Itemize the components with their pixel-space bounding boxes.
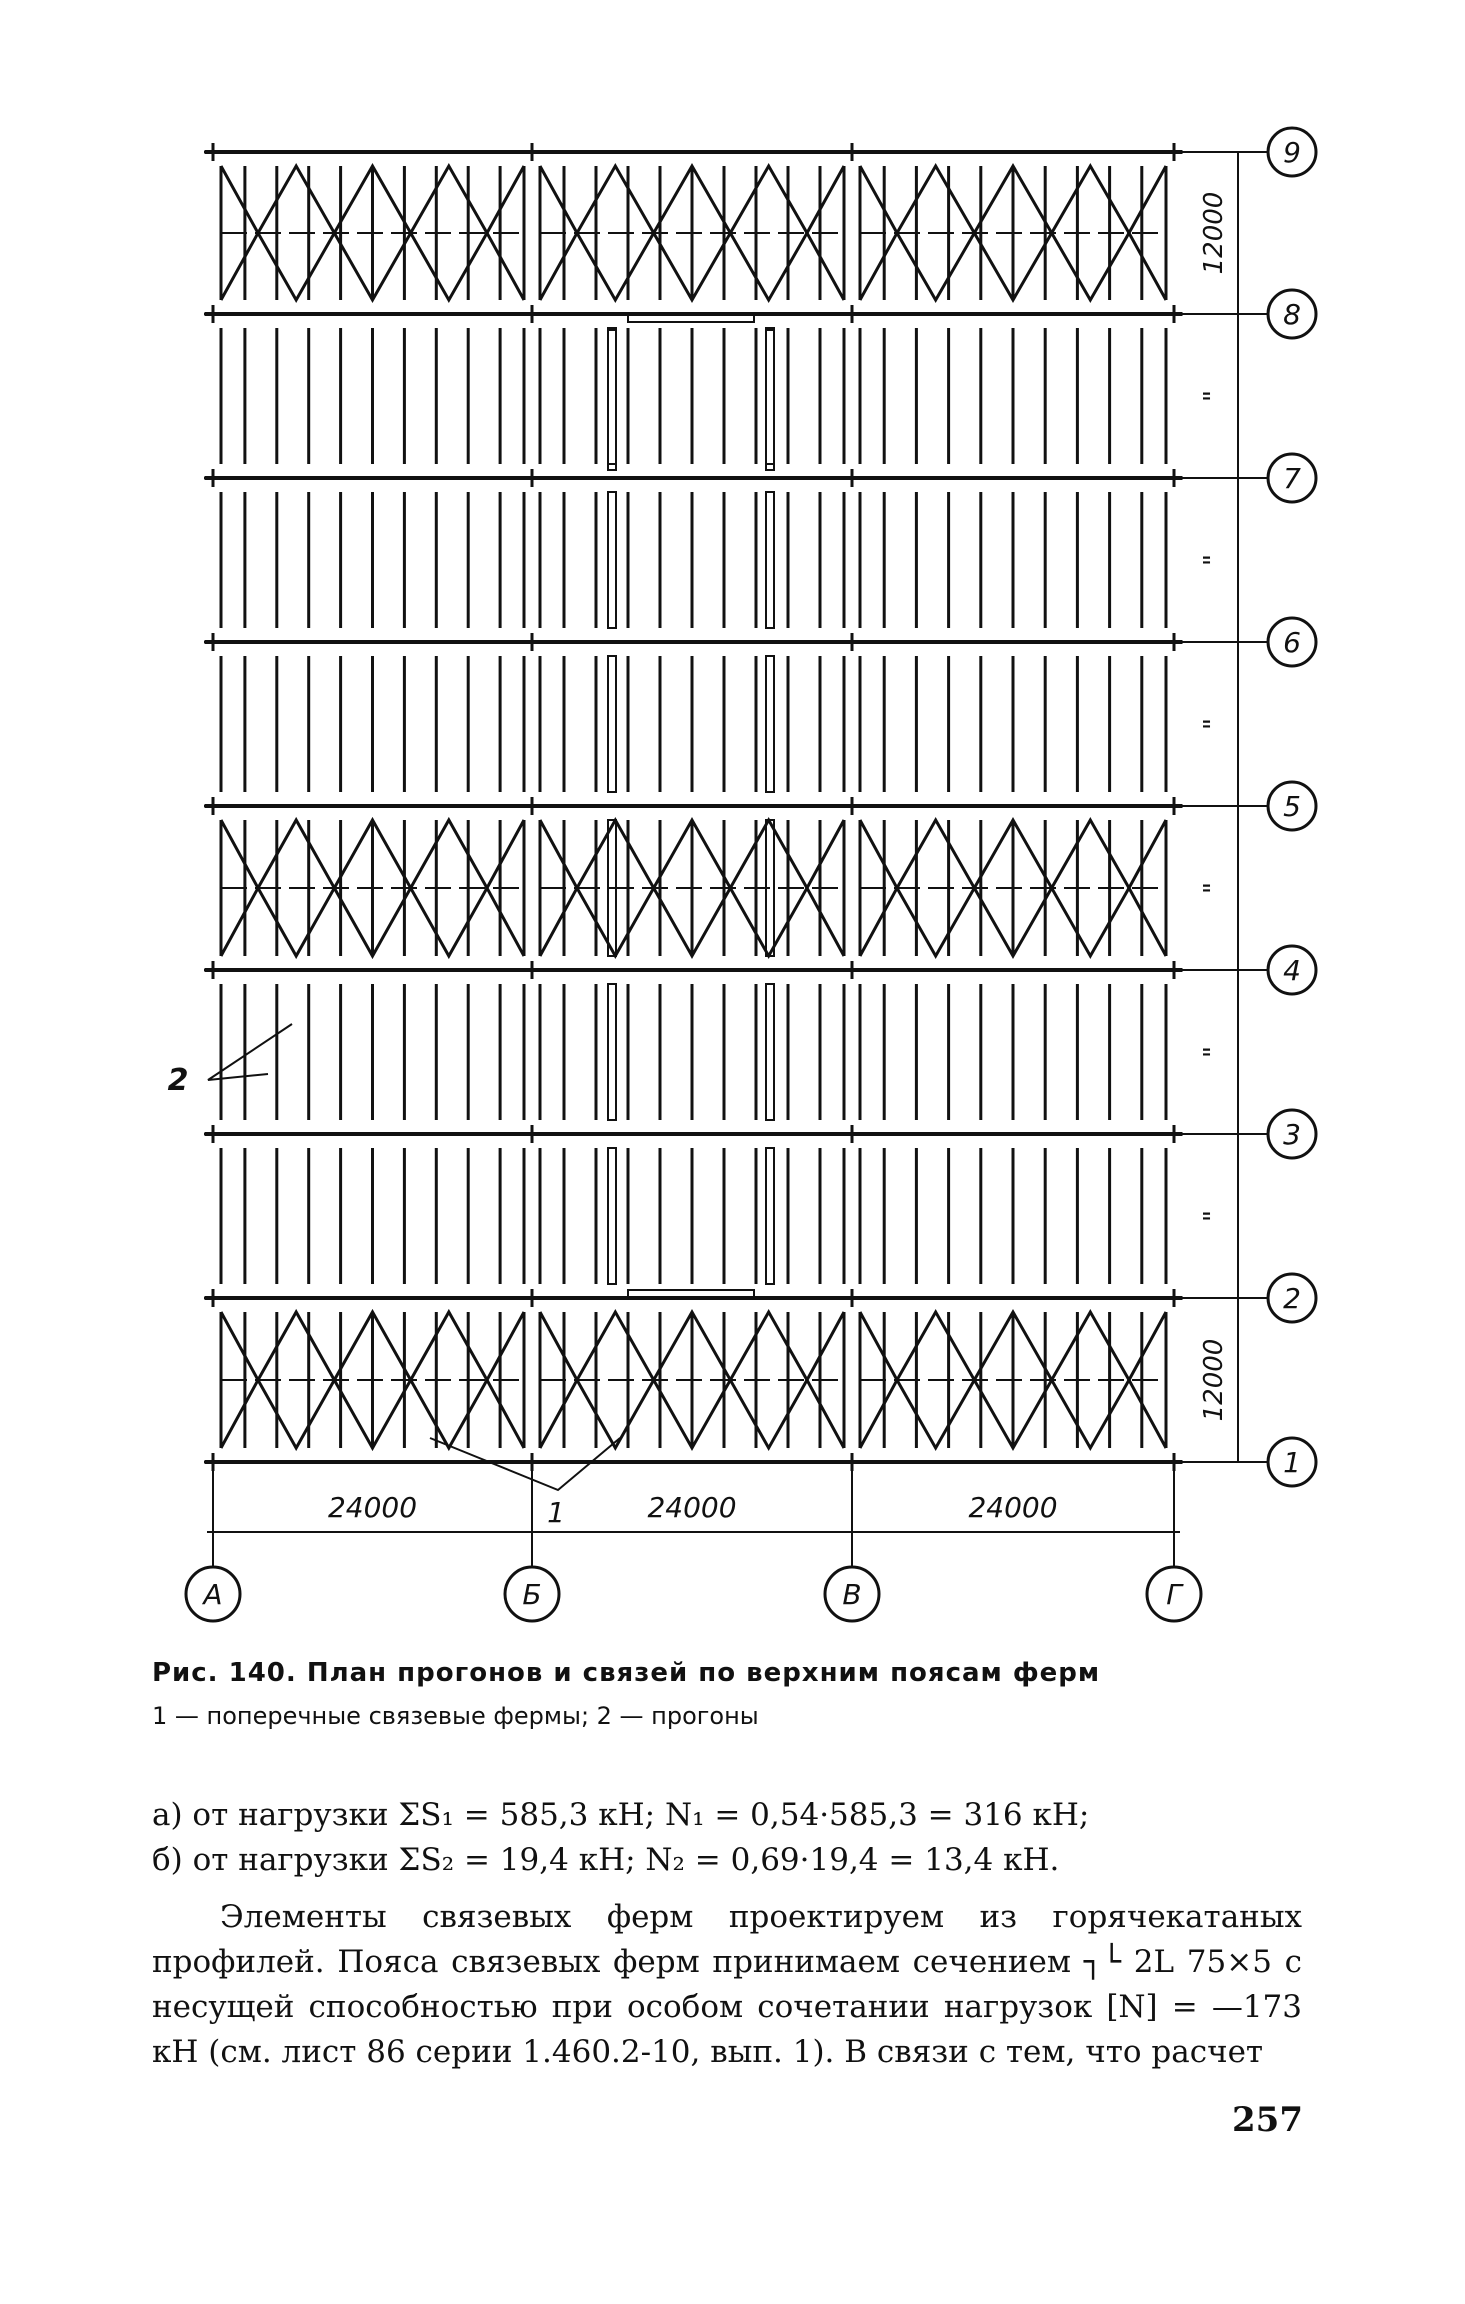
longitudinal-tie xyxy=(766,330,774,470)
span-dimension: 24000 xyxy=(327,1491,418,1524)
axis-markers xyxy=(186,128,1316,1621)
longitudinal-tie xyxy=(608,492,616,628)
longitudinal-tie xyxy=(766,656,774,792)
axis-label-Г: Г xyxy=(1166,1578,1182,1611)
longitudinal-tie xyxy=(608,330,616,470)
axis-label-9: 9 xyxy=(1283,136,1301,169)
longitudinal-tie xyxy=(766,328,774,464)
longitudinal-tie xyxy=(608,328,616,464)
callout-purlins-label: 2 xyxy=(167,1063,189,1098)
page-number: 257 xyxy=(1232,2100,1303,2140)
caption-title: Рис. 140. План прогонов и связей по верхним поясам ферм xyxy=(152,1658,1101,1688)
bay-dimension: " xyxy=(1199,882,1229,894)
axis-label-3: 3 xyxy=(1283,1118,1301,1151)
longitudinal-tie xyxy=(766,984,774,1120)
bay-dimension: " xyxy=(1199,718,1229,730)
longitudinal-tie xyxy=(608,984,616,1120)
span-dimension: 24000 xyxy=(968,1491,1058,1524)
axis-label-8: 8 xyxy=(1283,298,1301,331)
span-dimension: 24000 xyxy=(647,1491,737,1524)
axis-label-4: 4 xyxy=(1283,954,1301,987)
callouts xyxy=(168,1024,620,1529)
axis-label-2: 2 xyxy=(1283,1282,1301,1315)
axis-label-1: 1 xyxy=(1283,1446,1301,1479)
bay-dimension: " xyxy=(1199,554,1229,566)
body-text xyxy=(152,1793,1302,2075)
text-line-b: б) от нагрузки ΣS₂ = 19,4 кН; N₂ = 0,69·19,4 = 13,4 кН. xyxy=(152,1842,1060,1878)
text-paragraph: Элементы связевых ферм проектируем из горячекатаных профилей. Пояса связевых ферм принимаем сечением ┐└ 2L 75×5 с несущей способностью при особом сочетании нагрузок [N] = —173 кН (см. лист 86 серии 1.460.2-10, вып. 1). В связи с тем, что расчет xyxy=(152,1899,1302,2070)
axis-label-7: 7 xyxy=(1283,462,1301,495)
longitudinal-tie xyxy=(766,492,774,628)
axis-label-5: 5 xyxy=(1283,790,1301,823)
bay-dimension: " xyxy=(1199,1046,1229,1058)
bay-dimension: 12000 xyxy=(1199,191,1229,275)
text-line-a: а) от нагрузки ΣS₁ = 585,3 кН; N₁ = 0,54·585,3 = 316 кН; xyxy=(152,1797,1090,1833)
callout-bracing-label: 1 xyxy=(547,1496,565,1529)
axis-label-А: А xyxy=(203,1578,223,1611)
figure-caption xyxy=(152,1658,1302,1730)
purlins-and-bracing-plan xyxy=(204,143,1183,1471)
axis-label-В: В xyxy=(842,1578,862,1611)
bay-dimension: " xyxy=(1199,1210,1229,1222)
bay-dimension: " xyxy=(1199,390,1229,402)
longitudinal-tie xyxy=(608,1148,616,1284)
caption-legend: 1 — поперечные связевые фермы; 2 — прогоны xyxy=(152,1702,759,1730)
longitudinal-tie xyxy=(608,656,616,792)
axis-label-Б: Б xyxy=(522,1578,542,1611)
bay-dimension: 12000 xyxy=(1199,1338,1229,1422)
axis-label-6: 6 xyxy=(1283,626,1301,659)
longitudinal-tie xyxy=(766,1148,774,1284)
